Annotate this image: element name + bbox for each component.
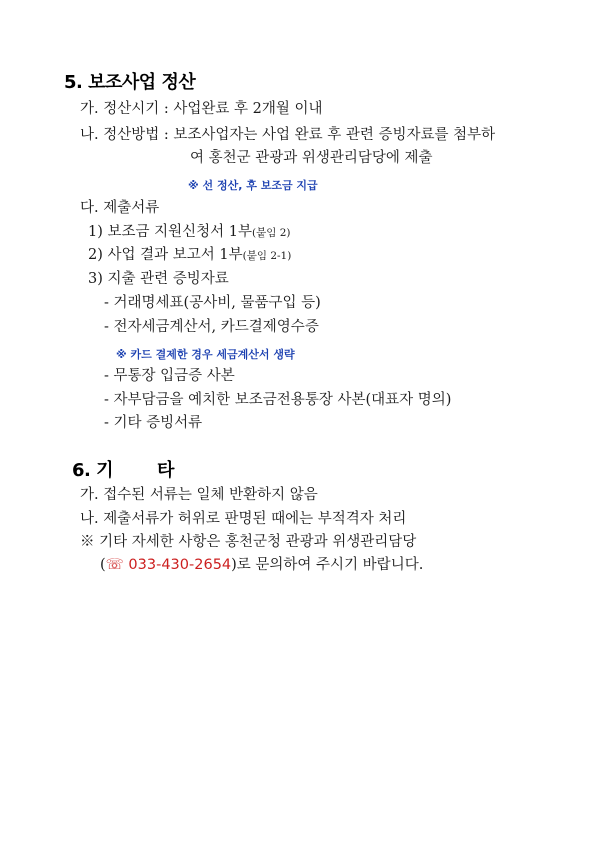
- doc-item-1-ref: (붙임 2): [252, 227, 291, 239]
- evidence-note: ※ 카드 결제한 경우 세금계산서 생략: [116, 348, 295, 361]
- settlement-method-line1: 보조사업자는 사업 완료 후 관련 증빙자료를 첨부하: [173, 127, 496, 143]
- settlement-method-line2: 여 홍천군 관광과 위생관리담당에 제출: [190, 150, 433, 166]
- evidence-item-5: - 기타 증빙서류: [104, 415, 203, 431]
- etc-item-1: 가. 접수된 서류는 일체 반환하지 않음: [80, 487, 318, 503]
- doc-item-2-ref: (붙임 2-1): [242, 250, 292, 262]
- settlement-note: ※ 선 정산, 후 보조금 지급: [188, 179, 318, 192]
- evidence-item-4: - 자부담금을 예치한 보조금전용통장 사본(대표자 명의): [104, 392, 452, 408]
- etc-remark-line2: [100, 555, 423, 575]
- doc-item-1: [88, 222, 291, 243]
- doc-item-3: [88, 269, 229, 289]
- doc-item-2: [88, 245, 291, 266]
- doc-item-2-text: 2) 사업 결과 보고서 1부: [88, 247, 243, 263]
- settlement-timing-value: 사업완료 후 2개월 이내: [173, 101, 323, 117]
- section-6-title: [72, 456, 174, 482]
- settlement-method-label: 나. 정산방법 :: [80, 127, 169, 143]
- evidence-item-2: - 전자세금계산서, 카드결제영수증: [104, 319, 319, 335]
- evidence-item-3: - 무통장 입금증 사본: [104, 368, 235, 384]
- settlement-method: [80, 125, 495, 145]
- section-6-title-end: 타: [157, 460, 174, 481]
- settlement-timing: [80, 99, 322, 119]
- remark-open-paren: (: [100, 557, 106, 573]
- contact-phone: 033-430-2654: [128, 557, 232, 573]
- phone-icon: ☏: [105, 557, 124, 573]
- etc-item-2: 나. 제출서류가 허위로 판명된 때에는 부적격자 처리: [80, 511, 407, 527]
- doc-item-1-text: 1) 보조금 지원신청서 1부: [88, 224, 252, 240]
- remark-close-text: )로 문의하여 주시기 바랍니다.: [231, 557, 424, 573]
- settlement-timing-label: 가. 정산시기 :: [80, 101, 169, 117]
- docs-title: 다. 제출서류: [80, 200, 160, 216]
- doc-item-3-text: 3) 지출 관련 증빙자료: [88, 271, 229, 287]
- etc-remark-line1: ※ 기타 자세한 사항은 홍천군청 관광과 위생관리담당: [80, 534, 417, 550]
- evidence-item-1: - 거래명세표(공사비, 물품구입 등): [104, 295, 321, 311]
- section-6-title-num: 6. 기: [72, 460, 114, 481]
- section-5-title: 5. 보조사업 정산: [64, 72, 196, 93]
